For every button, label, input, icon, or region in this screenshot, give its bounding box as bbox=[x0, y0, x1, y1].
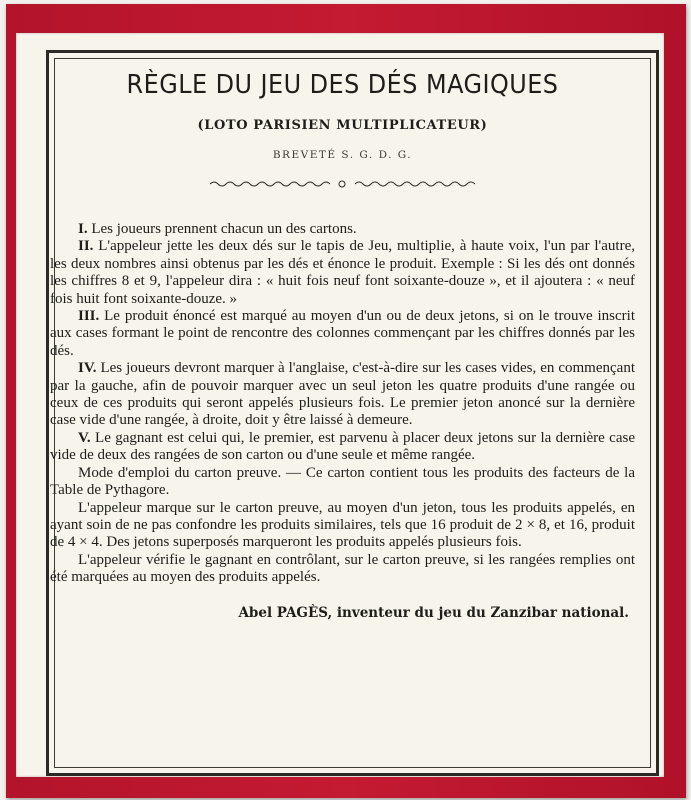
rule-4-number: IV. bbox=[78, 360, 97, 377]
subtitle: (LOTO PARISIEN MULTIPLICATEUR) bbox=[197, 118, 488, 133]
rule-3-text: Le produit énoncé est marqué au moyen d'un ou de deux jetons, si on le trouve inscrit aux cases formant le point de rencontre des colonnes commençant par les chiffres donnés par les dés. bbox=[50, 308, 635, 359]
proof-marking: L'appeleur marque sur le carton preuve, au moyen d'un jeton, tous les produits appelés, en ayant soin de ne pas confondre les produits similaires, tels que 16 produit de 2 × 8, et 16, produit de 4 × 4. Des jetons superposés marqueront les produits appelés plusieurs fois. bbox=[50, 499, 635, 551]
card-content bbox=[50, 42, 635, 621]
ornamental-rule bbox=[210, 179, 475, 189]
rule-3 bbox=[50, 308, 635, 360]
rule-3-number: III. bbox=[78, 308, 100, 325]
rule-5-text: Le gagnant est celui qui, le premier, est parvenu à placer deux jetons sur la dernière case vide de deux des rangées de son carton ou d'une seule et même rangée. bbox=[50, 429, 635, 464]
rule-2-number: II. bbox=[78, 238, 94, 255]
patent-notice: BREVETÉ S. G. D. G. bbox=[272, 149, 413, 161]
page-title: RÈGLE DU JEU DES DÉS MAGIQUES bbox=[126, 70, 559, 100]
rule-2-text: L'appeleur jette les deux dés sur le tapis de Jeu, multiplie, à haute voix, l'un par l'autre, les deux nombres ainsi obtenus par les dés et énonce le produit. Exemple : Si les dés ont donnés les chiffres 8 et 9, l'appeleur dira : « huit fois neuf font soixante-douze », et il ajoutera : « neuf fois huit font soixante-douze. » bbox=[50, 238, 635, 307]
rule-1 bbox=[50, 221, 635, 238]
rule-1-number: I. bbox=[78, 221, 88, 237]
rule-2 bbox=[50, 238, 635, 308]
rule-1-text: Les joueurs prennent chacun un des cartons. bbox=[87, 221, 357, 237]
author-signature: Abel PAGÈS, inventeur du jeu du Zanzibar national. bbox=[238, 604, 629, 621]
proof-usage: Mode d'emploi du carton preuve. — Ce carton contient tous les produits des facteurs de la Table de Pythagore. bbox=[50, 464, 635, 499]
rule-4-text: Les joueurs devront marquer à l'anglaise, c'est-à-dire sur les cases vides, en commençant par la gauche, afin de pouvoir marquer avec un seul jeton les quatre produits d'une rangée ou ceux de ces produits qui seront appelés plusieurs fois. Le premier jeton anoncé sur la dernière case vide d'une rangée, à droite, doit y être laissé à demeure. bbox=[50, 360, 635, 429]
rule-5-number: V. bbox=[78, 429, 91, 446]
proof-verification: L'appeleur vérifie le gagnant en contrôlant, sur le carton preuve, si les rangées remplies ont été marquées au moyen des produits appelés. bbox=[50, 551, 635, 586]
rule-4 bbox=[50, 360, 635, 430]
rules-body bbox=[50, 221, 635, 587]
rule-5 bbox=[50, 430, 635, 465]
